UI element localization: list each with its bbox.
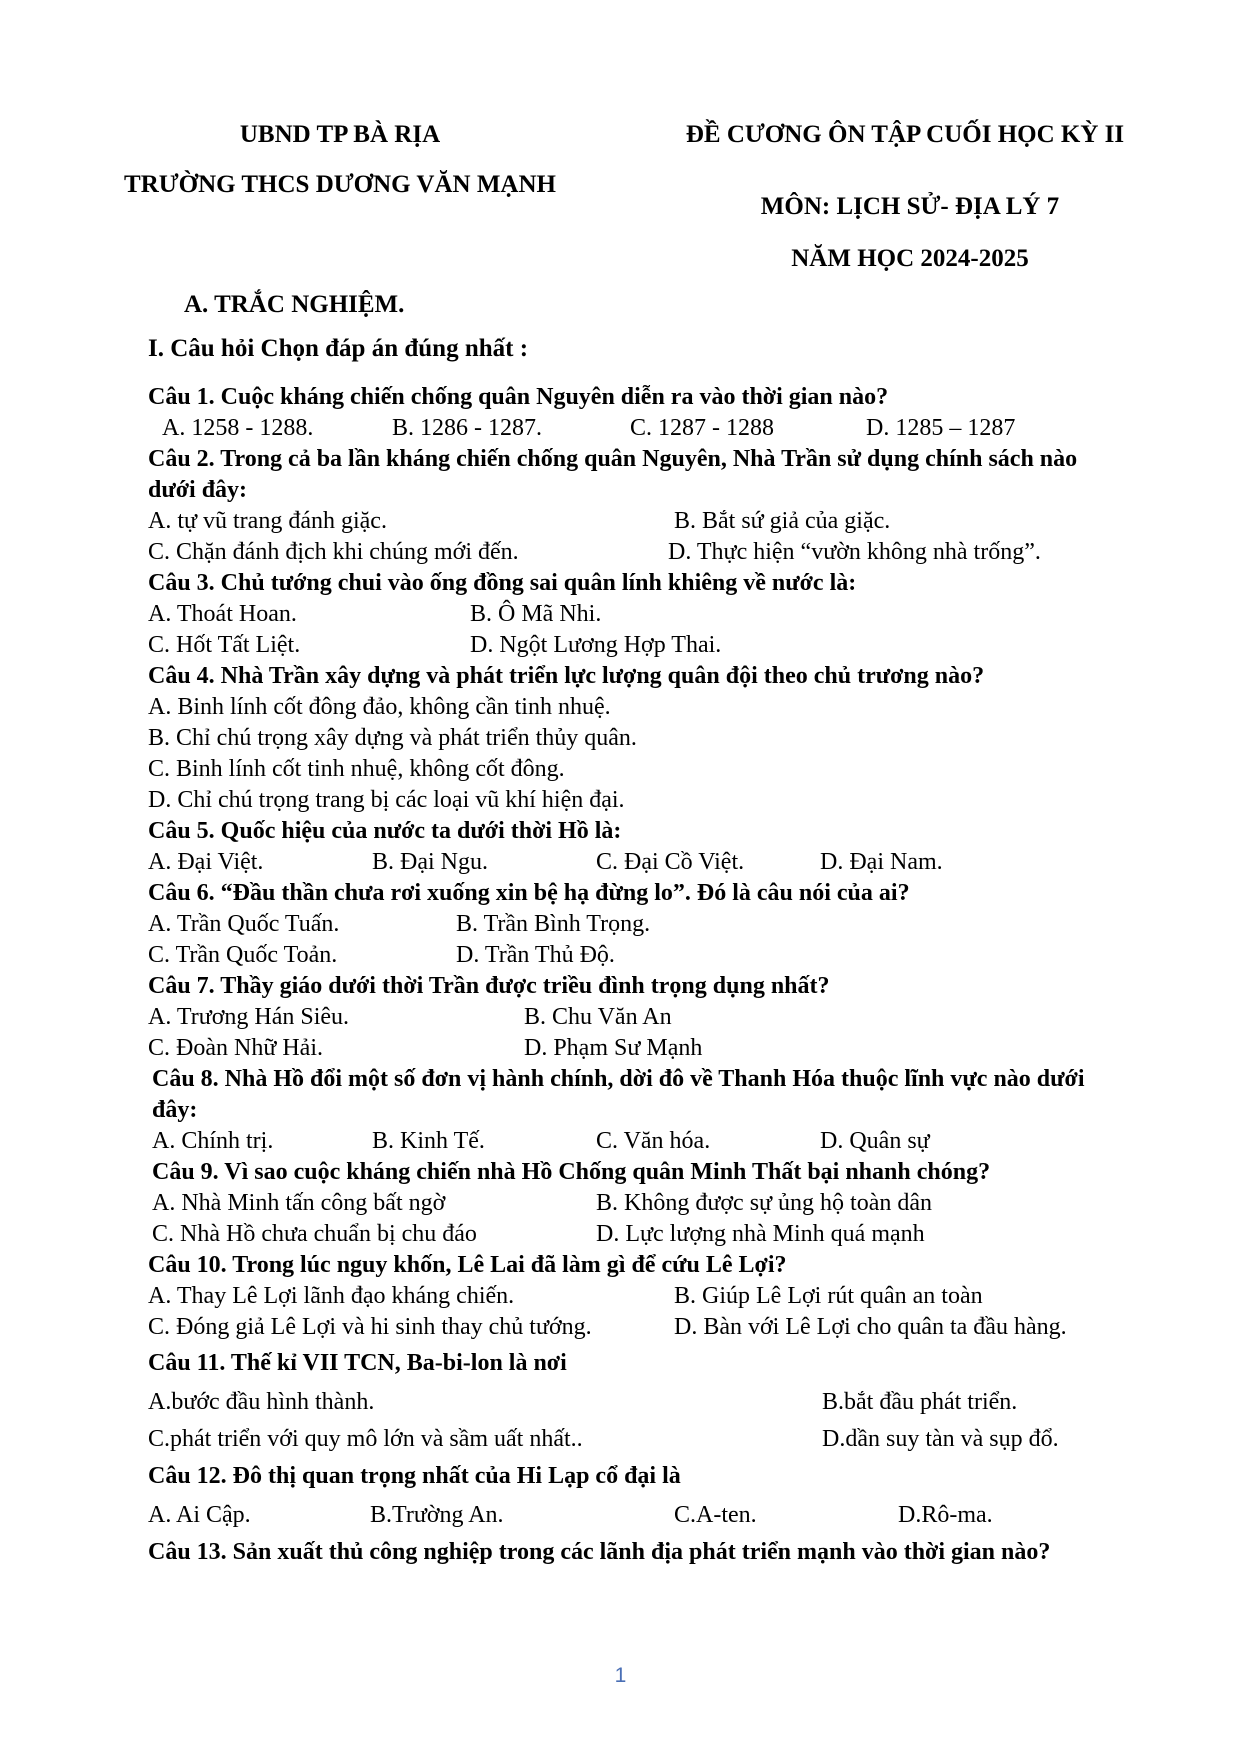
answer-q4-c: C. Binh lính cốt tinh nhuệ, không cốt đông.	[148, 756, 565, 782]
answer-q1-c: C. 1287 - 1288	[630, 415, 774, 441]
question-3: Câu 3. Chủ tướng chui vào ống đồng sai quân lính khiêng về nước là:	[148, 570, 857, 596]
answer-q5-b: B. Đại Ngu.	[372, 849, 488, 875]
answers-q4-row4	[148, 785, 1128, 816]
answers-q4-row1	[148, 692, 1128, 723]
answer-q10-d: D. Bàn với Lê Lợi cho quân ta đầu hàng.	[674, 1314, 1067, 1340]
answers-q4-row3	[148, 754, 1128, 785]
answer-q6-d: D. Trần Thủ Độ.	[456, 942, 615, 968]
answers-q3-row1	[148, 599, 1128, 630]
answer-q10-c: C. Đóng giả Lê Lợi và hi sinh thay chủ tướng.	[148, 1314, 592, 1340]
header-left-line1: UBND TP BÀ RỊA	[239, 121, 441, 148]
answer-q8-d: D. Quân sự	[820, 1128, 930, 1154]
question-9: Câu 9. Vì sao cuộc kháng chiến nhà Hồ Chống quân Minh Thất bại nhanh chóng?	[152, 1159, 991, 1185]
answer-q9-a: A. Nhà Minh tấn công bất ngờ	[152, 1190, 446, 1216]
section-a-title: A. TRẮC NGHIỆM.	[184, 291, 405, 318]
answer-q8-a: A. Chính trị.	[152, 1128, 274, 1154]
document-body	[148, 290, 1128, 1568]
answers-q3-row2	[148, 630, 1128, 661]
answer-q11-c: C.phát triển với quy mô lớn và sầm uất nhất..	[148, 1426, 583, 1452]
answers-q1	[148, 413, 1128, 444]
question-1: Câu 1. Cuộc kháng chiến chống quân Nguyên diễn ra vào thời gian nào?	[148, 384, 889, 410]
section-i-title: I. Câu hỏi Chọn đáp án đúng nhất :	[148, 335, 529, 362]
answer-q6-c: C. Trần Quốc Toản.	[148, 942, 338, 968]
answer-q1-b: B. 1286 - 1287.	[392, 415, 542, 441]
answer-q11-b: B.bắt đầu phát triển.	[822, 1389, 1018, 1415]
answer-q9-c: C. Nhà Hồ chưa chuẩn bị chu đáo	[152, 1221, 477, 1247]
answers-q11-row2	[148, 1424, 1128, 1455]
answers-q11-row1	[148, 1387, 1128, 1418]
answer-q3-a: A. Thoát Hoan.	[148, 601, 297, 627]
question-5: Câu 5. Quốc hiệu của nước ta dưới thời Hồ là:	[148, 818, 622, 844]
answers-q10-row2	[148, 1312, 1128, 1343]
answer-q7-d: D. Phạm Sư Mạnh	[524, 1035, 703, 1061]
header-right-line2: MÔN: LỊCH SỬ- ĐỊA LÝ 7	[760, 193, 1060, 220]
answer-q2-a: A. tự vũ trang đánh giặc.	[148, 508, 387, 534]
answer-q11-d: D.dần suy tàn và sụp đổ.	[822, 1426, 1059, 1452]
question-7: Câu 7. Thầy giáo dưới thời Trần được triều đình trọng dụng nhất?	[148, 973, 830, 999]
answers-q9-row1	[148, 1188, 1128, 1219]
answer-q10-b: B. Giúp Lê Lợi rút quân an toàn	[674, 1283, 983, 1309]
answer-q7-c: C. Đoàn Nhữ Hải.	[148, 1035, 323, 1061]
answer-q8-b: B. Kinh Tế.	[372, 1128, 485, 1154]
answer-q1-a: A. 1258 - 1288.	[162, 415, 314, 441]
answer-q6-a: A. Trần Quốc Tuấn.	[148, 911, 340, 937]
answers-q6-row1	[148, 909, 1128, 940]
answers-q10-row1	[148, 1281, 1128, 1312]
answer-q10-a: A. Thay Lê Lợi lãnh đạo kháng chiến.	[148, 1283, 515, 1309]
answer-q1-d: D. 1285 – 1287	[866, 415, 1016, 441]
answers-q2-row1	[148, 506, 1128, 537]
answer-q6-b: B. Trần Bình Trọng.	[456, 911, 651, 937]
answer-q3-d: D. Ngột Lương Hợp Thai.	[470, 632, 722, 658]
answers-q8	[148, 1126, 1128, 1157]
answer-q12-d: D.Rô-ma.	[898, 1502, 993, 1528]
answer-q5-a: A. Đại Việt.	[148, 849, 264, 875]
answer-q2-b: B. Bắt sứ giả của giặc.	[674, 508, 891, 534]
answers-q7-row1	[148, 1002, 1128, 1033]
question-8: Câu 8. Nhà Hồ đổi một số đơn vị hành chính, dời đô về Thanh Hóa thuộc lĩnh vực nào dưới đây:	[152, 1066, 1085, 1123]
answer-q9-d: D. Lực lượng nhà Minh quá mạnh	[596, 1221, 925, 1247]
question-2: Câu 2. Trong cả ba lần kháng chiến chống quân Nguyên, Nhà Trần sử dụng chính sách nào dưới đây:	[148, 446, 1078, 503]
answers-q5	[148, 847, 1128, 878]
answer-q12-c: C.A-ten.	[674, 1502, 757, 1528]
question-11: Câu 11. Thế kỉ VII TCN, Ba-bi-lon là nơi	[148, 1350, 567, 1376]
question-6: Câu 6. “Đầu thần chưa rơi xuống xin bệ hạ đừng lo”. Đó là câu nói của ai?	[148, 880, 910, 906]
header-right-line1: ĐỀ CƯƠNG ÔN TẬP CUỐI HỌC KỲ II	[685, 121, 1125, 148]
answer-q4-a: A. Binh lính cốt đông đảo, không cần tinh nhuệ.	[148, 694, 611, 720]
answer-q2-c: C. Chặn đánh địch khi chúng mới đến.	[148, 539, 519, 565]
question-12: Câu 12. Đô thị quan trọng nhất của Hi Lạp cổ đại là	[148, 1463, 681, 1489]
answers-q12	[148, 1500, 1128, 1531]
answer-q9-b: B. Không được sự ủng hộ toàn dân	[596, 1190, 933, 1216]
answer-q8-c: C. Văn hóa.	[596, 1128, 711, 1154]
answer-q12-b: B.Trường An.	[370, 1502, 504, 1528]
question-4: Câu 4. Nhà Trần xây dựng và phát triển lực lượng quân đội theo chủ trương nào?	[148, 663, 985, 689]
answer-q12-a: A. Ai Cập.	[148, 1502, 251, 1528]
answer-q5-d: D. Đại Nam.	[820, 849, 943, 875]
header-left-line2: TRƯỜNG THCS DƯƠNG VĂN MẠNH	[124, 171, 556, 198]
answer-q5-c: C. Đại Cồ Việt.	[596, 849, 745, 875]
answers-q7-row2	[148, 1033, 1128, 1064]
answer-q7-a: A. Trương Hán Siêu.	[148, 1004, 350, 1030]
answer-q4-b: B. Chỉ chú trọng xây dựng và phát triển thủy quân.	[148, 725, 637, 751]
answers-q4-row2	[148, 723, 1128, 754]
answer-q3-b: B. Ô Mã Nhi.	[470, 601, 602, 627]
page-number: 1	[614, 1664, 627, 1687]
answers-q2-row2	[148, 537, 1128, 568]
question-10: Câu 10. Trong lúc nguy khốn, Lê Lai đã làm gì để cứu Lê Lợi?	[148, 1252, 787, 1278]
answer-q3-c: C. Hốt Tất Liệt.	[148, 632, 301, 658]
answer-q4-d: D. Chỉ chú trọng trang bị các loại vũ khí hiện đại.	[148, 787, 625, 813]
question-13: Câu 13. Sản xuất thủ công nghiệp trong các lãnh địa phát triển mạnh vào thời gian nào?	[148, 1539, 1051, 1565]
header-right-line3: NĂM HỌC 2024-2025	[791, 245, 1029, 272]
answer-q11-a: A.bước đầu hình thành.	[148, 1389, 375, 1415]
answer-q7-b: B. Chu Văn An	[524, 1004, 672, 1030]
answers-q9-row2	[148, 1219, 1128, 1250]
answer-q2-d: D. Thực hiện “vườn không nhà trống”.	[668, 539, 1041, 565]
answers-q6-row2	[148, 940, 1128, 971]
